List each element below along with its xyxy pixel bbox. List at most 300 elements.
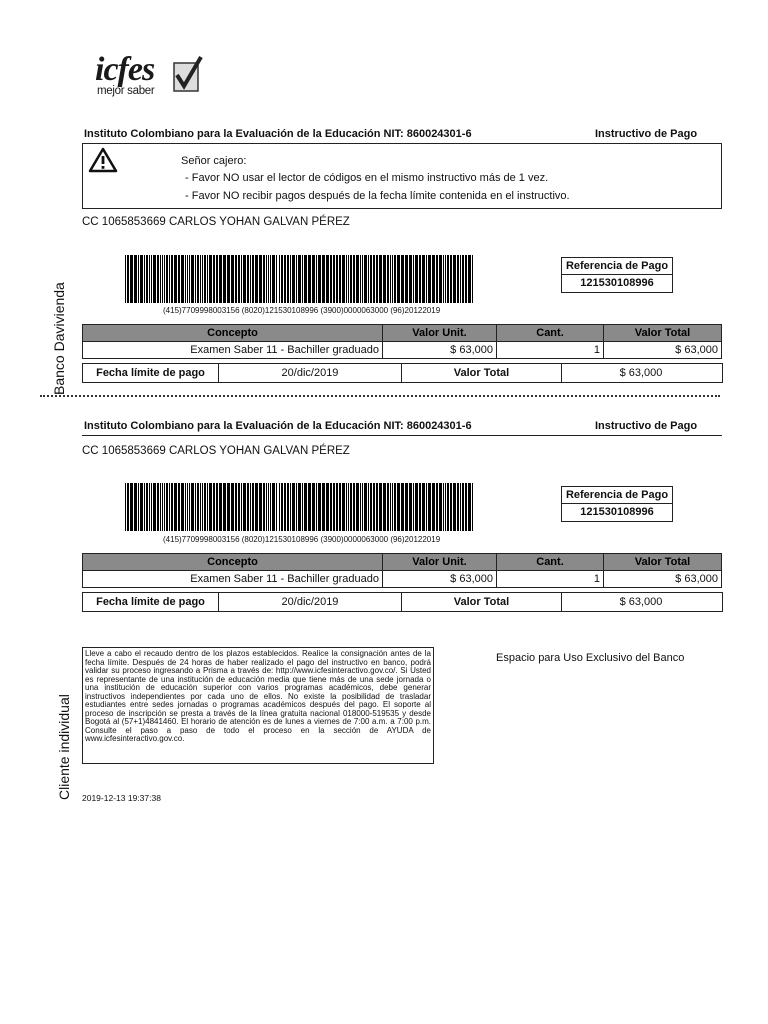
barcode-bar: [330, 483, 332, 531]
barcode-bar: [428, 483, 431, 531]
barcode-bar: [209, 255, 212, 303]
barcode-bar: [149, 255, 150, 303]
barcode-bar: [157, 483, 159, 531]
barcode-caption: (415)7709998003156 (8020)121530108996 (3900)0000063000 (96)20122019: [163, 535, 441, 544]
table-row: [83, 571, 722, 588]
barcode-bar: [127, 483, 129, 531]
totals-row: [82, 363, 723, 383]
barcode-bars: [125, 255, 473, 303]
barcode-bar: [140, 255, 143, 303]
doc-type: Instructivo de Pago: [595, 128, 698, 140]
barcode-bar: [174, 255, 177, 303]
barcode-bar: [125, 255, 126, 303]
cut-line: [40, 395, 720, 397]
barcode-bar: [422, 255, 425, 303]
barcode-bar: [252, 255, 254, 303]
barcode-bar: [223, 255, 226, 303]
barcode-bar: [255, 255, 258, 303]
barcode-bar: [370, 255, 372, 303]
barcode-bar: [415, 483, 418, 531]
quantity-cell: 1: [497, 571, 604, 588]
barcode-bar: [243, 255, 246, 303]
barcode-bar: [432, 483, 435, 531]
barcode-bar: [164, 483, 165, 531]
barcode-bar: [373, 483, 375, 531]
payment-reference: [561, 486, 673, 522]
timestamp: 2019-12-13 19:37:38: [82, 793, 161, 803]
barcode-bar: [185, 483, 186, 531]
warning-greeting: Señor cajero:: [181, 155, 247, 167]
icfes-logo: [95, 51, 210, 103]
barcode-bar: [227, 255, 230, 303]
barcode-bar: [333, 255, 335, 303]
barcode-bar: [394, 483, 396, 531]
barcode-bar: [316, 255, 317, 303]
barcode-bar: [202, 255, 203, 303]
barcode-bar: [322, 255, 325, 303]
concept-table: [82, 553, 722, 588]
reference-value: 121530108996: [580, 277, 654, 289]
barcode-bar: [387, 255, 389, 303]
barcode-bar: [318, 483, 321, 531]
doc-type: Instructivo de Pago: [595, 420, 698, 432]
barcode-bar: [413, 255, 414, 303]
barcode-bar: [290, 483, 291, 531]
barcode-bar: [368, 255, 369, 303]
barcode-bar: [302, 483, 303, 531]
barcode-bar: [453, 483, 456, 531]
barcode-bar: [368, 483, 369, 531]
reference-value: 121530108996: [580, 506, 654, 518]
barcode-bar: [453, 255, 456, 303]
barcode-bar: [409, 483, 412, 531]
barcode-bar: [468, 255, 471, 303]
barcode-bar: [419, 483, 421, 531]
institute-name: Instituto Colombiano para la Evaluación de la Educación NIT: 860024301-6: [84, 128, 472, 140]
barcode-bar: [457, 483, 459, 531]
deadline-value: 20/dic/2019: [219, 364, 402, 382]
barcode-bar: [373, 255, 375, 303]
barcode-bar: [346, 483, 347, 531]
barcode-bar: [342, 255, 345, 303]
barcode-bar: [272, 483, 275, 531]
barcode-bar: [195, 483, 196, 531]
unit-value-cell: $ 63,000: [383, 571, 497, 588]
barcode-bar: [235, 255, 237, 303]
bank-copy-header: [82, 127, 722, 144]
barcode-bar: [151, 483, 152, 531]
barcode-bar: [209, 483, 212, 531]
barcode-bar: [270, 483, 271, 531]
barcode-bar: [223, 483, 226, 531]
barcode-bar: [178, 483, 180, 531]
unit-value-cell: $ 63,000: [383, 342, 497, 359]
barcode-bar: [238, 255, 240, 303]
barcode-bar: [287, 483, 289, 531]
barcode-bar: [171, 483, 173, 531]
barcode-bar: [181, 483, 184, 531]
barcode-bar: [428, 255, 431, 303]
barcode-bar: [204, 483, 206, 531]
col-total-value: Valor Total: [604, 554, 722, 571]
barcode-bar: [450, 255, 452, 303]
barcode-bar: [238, 483, 240, 531]
barcode-bar: [405, 255, 408, 303]
table-row: [83, 342, 722, 359]
reference-label: Referencia de Pago: [562, 487, 672, 504]
col-unit-value: Valor Unit.: [383, 554, 497, 571]
barcode-bar: [468, 483, 471, 531]
barcode-bar: [125, 483, 126, 531]
payment-reference: [561, 257, 673, 293]
col-total-value: Valor Total: [604, 325, 722, 342]
barcode-bar: [356, 255, 359, 303]
quantity-cell: 1: [497, 342, 604, 359]
barcode-bar: [153, 255, 156, 303]
barcode-bar: [263, 255, 265, 303]
barcode-bar: [346, 255, 347, 303]
barcode-bar: [189, 255, 190, 303]
barcode-bar: [284, 255, 286, 303]
barcode-bar: [460, 255, 461, 303]
barcode-bar: [353, 255, 355, 303]
col-quantity: Cant.: [497, 554, 604, 571]
barcode-bar: [465, 255, 467, 303]
barcode-bar: [138, 255, 139, 303]
barcode-bar: [281, 255, 283, 303]
barcode-bar: [187, 255, 188, 303]
barcode-bar: [298, 255, 301, 303]
barcode-bar: [379, 483, 382, 531]
barcode-bar: [336, 483, 338, 531]
barcode-bar: [450, 483, 452, 531]
barcode-bar: [362, 483, 363, 531]
total-value-cell: $ 63,000: [604, 571, 722, 588]
barcode-bar: [231, 255, 234, 303]
barcode-bar: [308, 483, 311, 531]
warning-icon: [88, 147, 118, 173]
col-concept: Concepto: [83, 554, 383, 571]
barcode-bar: [445, 255, 446, 303]
table-header-row: [83, 554, 722, 571]
deadline-label: Fecha límite de pago: [83, 364, 219, 382]
barcode-bars: [125, 483, 473, 531]
barcode-bar: [439, 483, 442, 531]
barcode-bar: [426, 255, 427, 303]
barcode-bar: [457, 255, 459, 303]
barcode-bar: [200, 255, 201, 303]
barcode-bar: [462, 483, 464, 531]
barcode-bar: [250, 483, 251, 531]
barcode: [123, 483, 477, 531]
barcode-bar: [174, 483, 177, 531]
deadline-value: 20/dic/2019: [219, 593, 402, 611]
barcode-bar: [266, 483, 267, 531]
barcode-bar: [422, 483, 425, 531]
barcode-bar: [376, 255, 378, 303]
col-unit-value: Valor Unit.: [383, 325, 497, 342]
barcode-bar: [304, 255, 307, 303]
barcode-bar: [164, 255, 165, 303]
barcode-bar: [268, 255, 269, 303]
concept-table: [82, 324, 722, 359]
barcode-bar: [276, 255, 277, 303]
barcode-bar: [316, 483, 317, 531]
barcode-bar: [272, 255, 275, 303]
barcode-bar: [181, 255, 184, 303]
barcode-bar: [472, 483, 473, 531]
barcode-bar: [290, 255, 291, 303]
barcode-bar: [169, 483, 170, 531]
barcode-bar: [138, 483, 139, 531]
barcode-bar: [322, 483, 325, 531]
barcode-bar: [146, 255, 148, 303]
barcode-bar: [376, 483, 378, 531]
barcode-bar: [436, 255, 438, 303]
barcode-bar: [279, 255, 280, 303]
barcode-bar: [216, 255, 218, 303]
barcode-bar: [207, 255, 208, 303]
barcode-bar: [134, 255, 137, 303]
barcode-bar: [160, 483, 161, 531]
barcode-bar: [432, 255, 435, 303]
barcode-bar: [364, 255, 367, 303]
barcode-bar: [350, 483, 352, 531]
barcode-bar: [185, 255, 186, 303]
barcode-bar: [250, 255, 251, 303]
barcode-bar: [216, 483, 218, 531]
warning-line-1: - Favor NO usar el lector de códigos en el mismo instructivo más de 1 vez.: [185, 172, 549, 184]
checkmark-icon: [173, 55, 203, 93]
payer-name: CC 1065853669 CARLOS YOHAN GALVAN PÉREZ: [82, 445, 350, 457]
barcode-bar: [353, 483, 355, 531]
barcode-bar: [339, 483, 341, 531]
barcode-bar: [162, 483, 163, 531]
barcode-bar: [259, 255, 262, 303]
barcode-bar: [149, 483, 150, 531]
barcode-bar: [304, 483, 307, 531]
barcode-caption: (415)7709998003156 (8020)121530108996 (3900)0000063000 (96)20122019: [163, 306, 441, 315]
barcode-bar: [243, 483, 246, 531]
barcode-bar: [462, 255, 464, 303]
barcode-bar: [197, 483, 199, 531]
concept-cell: Examen Saber 11 - Bachiller graduado: [83, 342, 383, 359]
barcode-bar: [465, 483, 467, 531]
barcode-bar: [204, 255, 206, 303]
barcode-bar: [279, 483, 280, 531]
barcode-bar: [439, 255, 442, 303]
logo-wordmark: icfes: [95, 51, 155, 88]
barcode-bar: [342, 483, 345, 531]
barcode-bar: [390, 255, 391, 303]
total-value: $ 63,000: [619, 367, 663, 379]
reference-label: Referencia de Pago: [562, 258, 672, 275]
barcode-bar: [350, 255, 352, 303]
barcode-bar: [394, 255, 396, 303]
barcode-bar: [298, 483, 301, 531]
concept-cell: Examen Saber 11 - Bachiller graduado: [83, 571, 383, 588]
barcode-bar: [219, 483, 222, 531]
barcode-bar: [397, 255, 400, 303]
barcode-bar: [413, 483, 414, 531]
barcode-bar: [364, 483, 367, 531]
col-quantity: Cant.: [497, 325, 604, 342]
barcode-bar: [266, 255, 267, 303]
barcode-bar: [157, 255, 159, 303]
barcode-bar: [401, 255, 404, 303]
barcode-bar: [146, 483, 148, 531]
barcode-bar: [213, 255, 215, 303]
barcode-bar: [419, 255, 421, 303]
barcode-bar: [443, 483, 444, 531]
barcode-bar: [166, 255, 168, 303]
barcode-bar: [312, 255, 315, 303]
barcode-bar: [144, 483, 145, 531]
bank-use-space: Espacio para Uso Exclusivo del Banco: [496, 652, 685, 664]
barcode-bar: [247, 483, 249, 531]
barcode-bar: [144, 255, 145, 303]
barcode-bar: [197, 255, 199, 303]
barcode-bar: [326, 255, 329, 303]
logo-tagline: mejor saber: [97, 85, 155, 97]
barcode-bar: [292, 255, 295, 303]
barcode-bar: [443, 255, 444, 303]
total-value: $ 63,000: [619, 596, 663, 608]
barcode-bar: [178, 255, 180, 303]
total-label: Valor Total: [402, 593, 562, 611]
instructions-text: Lleve a cabo el recaudo dentro de los plazos establecidos. Realice la consignación antes de la fecha límite. Después de 24 horas de haber realizado el pago del instructivo en banco, podrá validar su proceso ingresando a Prisma a través de: http://www.icfesinteractivo.gov.co/. Si Usted es representante de una institución de educación media que tiene más de una sede jornada o una institución de educación superior con varios programas académicos, debe generar instructivos independientes por cada uno de ellos. No existe la posibilidad de trasladar estudiantes entre sedes jornadas o programas académicos después del pago. El soporte al proceso de inscripción se presta a través de la línea gratuita nacional 018000-519535 y desde Bogotá al (57+1)4841460. El horario de atención es de lunes a viernes de 7:00 a.m. a 7:00 p.m. Consulte el paso a paso de todo el proceso en la sección de AYUDA de www.icfesinteractivo.gov.co.: [85, 649, 431, 743]
institute-name: Instituto Colombiano para la Evaluación de la Educación NIT: 860024301-6: [84, 420, 472, 432]
barcode-bar: [383, 483, 386, 531]
barcode-bar: [134, 483, 137, 531]
barcode-bar: [339, 255, 341, 303]
barcode-bar: [189, 483, 190, 531]
barcode-bar: [405, 483, 408, 531]
barcode-bar: [379, 255, 382, 303]
barcode-bar: [447, 483, 449, 531]
barcode-bar: [130, 255, 133, 303]
barcode-bar: [445, 483, 446, 531]
barcode-bar: [348, 255, 349, 303]
barcode-bar: [166, 483, 168, 531]
barcode-bar: [171, 255, 173, 303]
barcode-bar: [447, 255, 449, 303]
barcode-bar: [270, 255, 271, 303]
barcode-bar: [227, 483, 230, 531]
barcode-bar: [409, 255, 412, 303]
barcode-bar: [302, 255, 303, 303]
barcode-bar: [392, 255, 393, 303]
barcode-bar: [162, 255, 163, 303]
barcode-bar: [362, 255, 363, 303]
barcode-bar: [415, 255, 418, 303]
barcode-bar: [259, 483, 262, 531]
table-header-row: [83, 325, 722, 342]
barcode-bar: [207, 483, 208, 531]
totals-row: [82, 592, 723, 612]
barcode-bar: [127, 255, 129, 303]
barcode-bar: [356, 483, 359, 531]
barcode-bar: [235, 483, 237, 531]
cashier-warning: [82, 143, 722, 209]
warning-line-2: - Favor NO recibir pagos después de la fecha límite contenida en el instructivo.: [185, 190, 570, 202]
barcode-bar: [426, 483, 427, 531]
barcode-bar: [140, 483, 143, 531]
barcode-bar: [231, 483, 234, 531]
barcode-bar: [202, 483, 203, 531]
instructions-box: [82, 647, 434, 764]
barcode-bar: [160, 255, 161, 303]
barcode-bar: [312, 483, 315, 531]
barcode-bar: [436, 483, 438, 531]
barcode-bar: [333, 483, 335, 531]
col-concept: Concepto: [83, 325, 383, 342]
barcode-bar: [460, 483, 461, 531]
barcode-bar: [191, 255, 194, 303]
barcode-bar: [255, 483, 258, 531]
barcode-bar: [219, 255, 222, 303]
barcode-bar: [387, 483, 389, 531]
barcode-bar: [263, 483, 265, 531]
barcode-bar: [169, 255, 170, 303]
barcode-bar: [348, 483, 349, 531]
barcode-bar: [187, 483, 188, 531]
barcode-bar: [153, 483, 156, 531]
barcode-bar: [247, 255, 249, 303]
barcode-bar: [191, 483, 194, 531]
barcode-bar: [383, 255, 386, 303]
total-label: Valor Total: [402, 364, 562, 382]
barcode: [123, 255, 477, 303]
barcode-bar: [390, 483, 391, 531]
barcode-bar: [130, 483, 133, 531]
barcode-bar: [392, 483, 393, 531]
barcode-bar: [276, 483, 277, 531]
barcode-bar: [401, 483, 404, 531]
barcode-bar: [151, 255, 152, 303]
barcode-bar: [318, 255, 321, 303]
barcode-bar: [241, 483, 242, 531]
bank-side-label: Banco Davivienda: [51, 282, 67, 395]
barcode-bar: [326, 483, 329, 531]
deadline-label: Fecha límite de pago: [83, 593, 219, 611]
barcode-bar: [472, 255, 473, 303]
barcode-bar: [296, 483, 297, 531]
barcode-bar: [281, 483, 283, 531]
barcode-bar: [195, 255, 196, 303]
barcode-bar: [292, 483, 295, 531]
barcode-bar: [252, 483, 254, 531]
barcode-bar: [241, 255, 242, 303]
barcode-bar: [360, 255, 361, 303]
client-side-label: Cliente individual: [56, 694, 72, 800]
barcode-bar: [200, 483, 201, 531]
barcode-bar: [360, 483, 361, 531]
barcode-bar: [370, 483, 372, 531]
barcode-bar: [397, 483, 400, 531]
total-value-cell: $ 63,000: [604, 342, 722, 359]
client-copy-header: [82, 419, 722, 436]
barcode-bar: [296, 255, 297, 303]
payer-name: CC 1065853669 CARLOS YOHAN GALVAN PÉREZ: [82, 216, 350, 228]
barcode-bar: [284, 483, 286, 531]
barcode-bar: [308, 255, 311, 303]
barcode-bar: [336, 255, 338, 303]
barcode-bar: [287, 255, 289, 303]
barcode-bar: [330, 255, 332, 303]
barcode-bar: [268, 483, 269, 531]
barcode-bar: [213, 483, 215, 531]
